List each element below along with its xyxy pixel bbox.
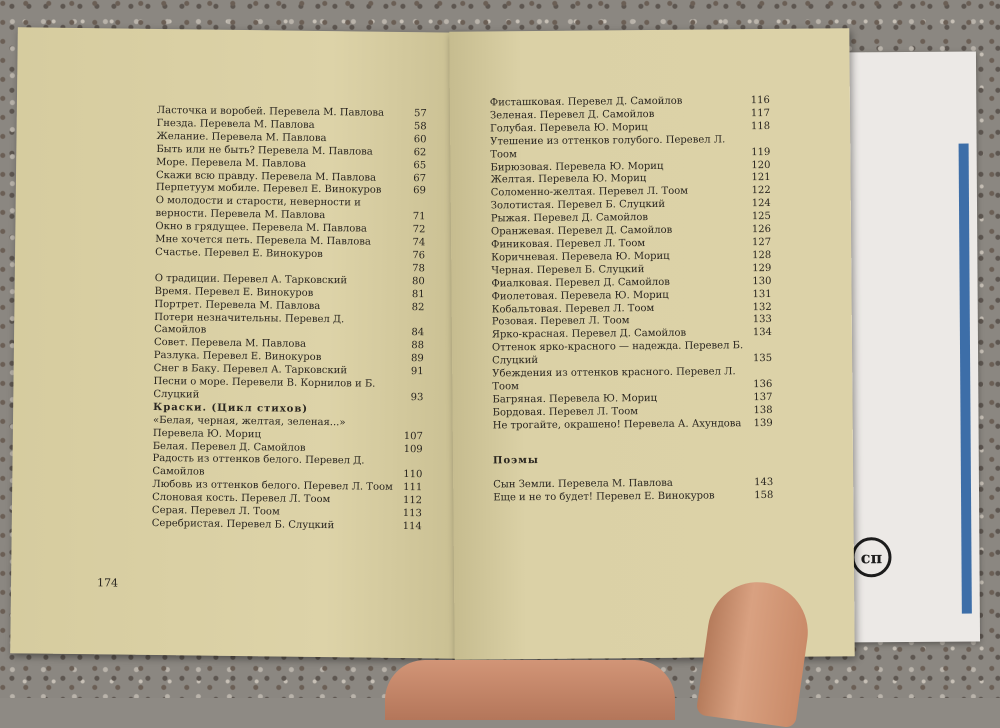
entry-title: Оттенок ярко-красного — надежда. Перевел Б. Слуцкий xyxy=(492,340,746,368)
entry-page-number: 127 xyxy=(745,237,771,250)
entry-title: Фиалковая. Перевел Д. Самойлов xyxy=(491,276,745,291)
toc-entry xyxy=(492,340,772,368)
entry-title: О молодости и старости, неверности и верности. Перевела М. Павлова xyxy=(155,195,399,224)
entry-title: Быть или не быть? Перевела М. Павлова xyxy=(156,144,400,160)
entry-page-number: 133 xyxy=(746,314,772,327)
entry-page-number: 58 xyxy=(401,121,427,134)
entry-title: Финиковая. Перевел Л. Тоом xyxy=(491,237,745,252)
entry-page-number: 137 xyxy=(746,392,772,405)
entry-page-number: 139 xyxy=(747,418,773,431)
entry-page-number: 82 xyxy=(398,302,424,315)
entry-title: Снег в Баку. Перевел А. Тарковский xyxy=(154,363,398,379)
entry-title: Портрет. Перевела М. Павлова xyxy=(154,299,398,315)
entry-title: Время. Перевел Е. Винокуров xyxy=(155,286,399,302)
page-number: 174 xyxy=(97,576,118,589)
entry-title: Не трогайте, окрашено! Перевела А. Ахундова xyxy=(493,418,747,433)
entry-title: Гнезда. Перевела М. Павлова xyxy=(157,118,401,134)
entry-title: Серая. Перевел Л. Тоом xyxy=(152,505,396,521)
toc-entry xyxy=(153,415,423,444)
publisher-logo: сп xyxy=(851,537,891,577)
entry-page-number: 78 xyxy=(399,263,425,276)
entry-title: Любовь из оттенков белого. Перевел Л. Тоом xyxy=(152,479,396,495)
entry-title: Черная. Перевел Б. Слуцкий xyxy=(491,263,745,278)
left-page xyxy=(10,27,468,658)
entry-title: Серебристая. Перевел Б. Слуцкий xyxy=(152,518,396,534)
entry-title: Мне хочется петь. Перевела М. Павлова xyxy=(155,234,399,250)
entry-page-number: 112 xyxy=(396,495,422,508)
entry-page-number: 136 xyxy=(746,379,772,392)
entry-page-number: 88 xyxy=(398,340,424,353)
entry-page-number: 69 xyxy=(400,185,426,198)
entry-page-number: 134 xyxy=(746,327,772,340)
entry-title: Соломенно-желтая. Перевел Л. Тоом xyxy=(491,186,745,201)
entry-title: Радость из оттенков белого. Перевел Д. Самойлов xyxy=(152,453,396,482)
entry-title: Счастье. Перевел Е. Винокуров xyxy=(155,247,399,263)
toc-entry xyxy=(492,366,772,394)
entry-title: Желание. Перевела М. Павлова xyxy=(156,131,400,147)
entry-page-number: 114 xyxy=(396,521,422,534)
entry-page-number: 91 xyxy=(398,366,424,379)
entry-title: Перпетуум мобиле. Перевел Е. Винокуров xyxy=(156,182,400,198)
entry-page-number: 119 xyxy=(744,147,770,160)
entry-page-number: 113 xyxy=(396,508,422,521)
entry-page-number: 130 xyxy=(745,276,771,289)
toc-entry xyxy=(155,195,425,224)
entry-title: Коричневая. Перевела Ю. Мориц xyxy=(491,250,745,265)
entry-title: Совет. Перевела М. Павлова xyxy=(154,337,398,353)
entry-page-number: 121 xyxy=(745,172,771,185)
entry-title: Ласточка и воробей. Перевела М. Павлова xyxy=(157,105,401,121)
entry-title: «Белая, черная, желтая, зеленая...» Перевела Ю. Мориц xyxy=(153,415,397,444)
entry-page-number: 129 xyxy=(745,263,771,276)
entry-page-number: 132 xyxy=(746,301,772,314)
entry-page-number: 67 xyxy=(400,172,426,185)
entry-page-number: 84 xyxy=(398,327,424,340)
section-heading: Поэмы xyxy=(493,453,773,468)
entry-title: Белая. Перевел Д. Самойлов xyxy=(153,441,397,457)
entry-title: Бирюзовая. Перевела Ю. Мориц xyxy=(490,160,744,175)
entry-title: Скажи всю правду. Перевела М. Павлова xyxy=(156,170,400,186)
entry-page-number: 124 xyxy=(745,198,771,211)
toc-entry xyxy=(153,376,423,405)
toc-entry xyxy=(152,453,422,482)
entry-title: Золотистая. Перевел Б. Слуцкий xyxy=(491,198,745,213)
entry-title: Слоновая кость. Перевел Л. Тоом xyxy=(152,492,396,508)
toc-entry xyxy=(493,418,773,433)
entry-page-number: 89 xyxy=(398,353,424,366)
entry-title: Песни о море. Перевели В. Корнилов и Б. Слуцкий xyxy=(153,376,397,405)
entry-page-number: 110 xyxy=(396,469,422,482)
entry-title: Убеждения из оттенков красного. Перевел Л. Тоом xyxy=(492,366,746,394)
entry-title: Еще и не то будет! Перевел Е. Винокуров xyxy=(493,491,747,506)
entry-page-number: 111 xyxy=(396,482,422,495)
entry-title: Зеленая. Перевел Д. Самойлов xyxy=(490,108,744,123)
entry-title: Желтая. Перевела Ю. Мориц xyxy=(491,173,745,188)
entry-page-number: 128 xyxy=(745,250,771,263)
entry-page-number: 118 xyxy=(744,121,770,134)
entry-title: Море. Перевела М. Павлова xyxy=(156,157,400,173)
entry-page-number: 71 xyxy=(399,211,425,224)
toc-entry xyxy=(152,518,422,534)
entry-title: Сын Земли. Перевела М. Павлова xyxy=(493,478,747,493)
left-toc xyxy=(152,105,427,534)
right-page xyxy=(449,28,854,659)
entry-title: Оранжевая. Перевел Д. Самойлов xyxy=(491,224,745,239)
entry-page-number: 120 xyxy=(744,159,770,172)
entry-title: Ярко-красная. Перевел Д. Самойлов xyxy=(492,327,746,342)
entry-page-number: 80 xyxy=(399,276,425,289)
entry-page-number: 109 xyxy=(397,443,423,456)
entry-page-number: 74 xyxy=(399,237,425,250)
entry-title: Кобальтовая. Перевел Л. Тоом xyxy=(492,302,746,317)
entry-page-number: 57 xyxy=(401,108,427,121)
entry-title: Краски. (Цикл стихов) xyxy=(153,402,397,418)
entry-page-number: 158 xyxy=(747,490,773,503)
entry-page-number: 76 xyxy=(399,250,425,263)
toc-entry xyxy=(493,490,773,505)
entry-title: Багряная. Перевела Ю. Мориц xyxy=(492,392,746,407)
entry-title: Фиолетовая. Перевела Ю. Мориц xyxy=(492,289,746,304)
entry-title: Утешение из оттенков голубого. Перевел Л. Тоом xyxy=(490,134,744,162)
entry-page-number: 138 xyxy=(747,405,773,418)
entry-page-number: 116 xyxy=(744,95,770,108)
entry-title: Окно в грядущее. Перевела М. Павлова xyxy=(155,221,399,237)
entry-page-number: 122 xyxy=(745,185,771,198)
entry-title: Потери незначительны. Перевел Д. Самойлов xyxy=(154,311,398,340)
entry-title: Разлука. Перевел Е. Винокуров xyxy=(154,350,398,366)
cover-blue-stripe xyxy=(959,144,972,614)
entry-title: О традиции. Перевел А. Тарковский xyxy=(155,273,399,289)
entry-page-number: 126 xyxy=(745,224,771,237)
entry-page-number: 81 xyxy=(399,289,425,302)
entry-page-number: 143 xyxy=(747,477,773,490)
entry-title: Голубая. Перевела Ю. Мориц xyxy=(490,121,744,136)
toc-entry xyxy=(154,311,424,340)
entry-page-number: 65 xyxy=(400,160,426,173)
entry-page-number: 117 xyxy=(744,108,770,121)
entry-title: Бордовая. Перевел Л. Тоом xyxy=(493,405,747,420)
right-toc xyxy=(490,95,774,506)
entry-page-number: 107 xyxy=(397,431,423,444)
entry-page-number: 135 xyxy=(746,353,772,366)
hand xyxy=(385,660,675,720)
entry-page-number: 131 xyxy=(746,289,772,302)
entry-page-number: 93 xyxy=(397,392,423,405)
entry-title: Рыжая. Перевел Д. Самойлов xyxy=(491,211,745,226)
entry-title: Фисташковая. Перевел Д. Самойлов xyxy=(490,95,744,110)
entry-page-number: 72 xyxy=(399,224,425,237)
entry-title: Розовая. Перевел Л. Тоом xyxy=(492,315,746,330)
entry-page-number: 60 xyxy=(400,134,426,147)
entry-page-number: 125 xyxy=(745,211,771,224)
toc-entry xyxy=(490,134,770,162)
entry-page-number: 62 xyxy=(400,147,426,160)
